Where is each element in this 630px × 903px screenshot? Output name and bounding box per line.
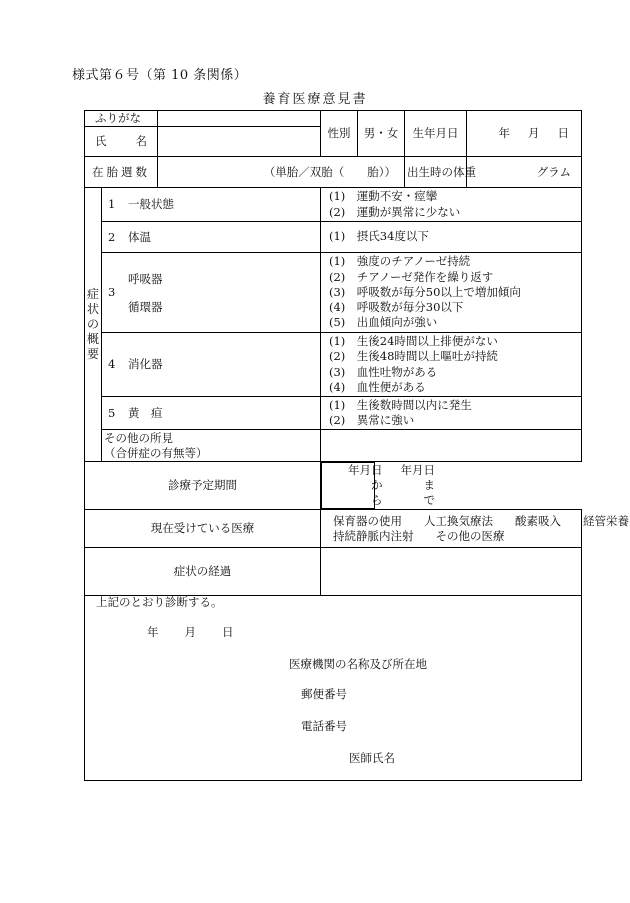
birthdate-input[interactable] bbox=[467, 111, 582, 157]
sex-label: 性別 bbox=[321, 111, 358, 157]
document-title: 養育医療意見書 bbox=[262, 92, 368, 107]
postal-code[interactable]: 郵便番号 bbox=[301, 687, 347, 701]
symptom-1-name: 1 一般状態 bbox=[102, 188, 158, 222]
birth-year-unit: 年 bbox=[498, 126, 510, 140]
symptom-3-conditions[interactable]: (1) 強度のチアノーゼ持続 (2) チアノーゼ発作を繰り返す (3) 呼吸数が毎分50以上で増加傾向 (4) 呼吸数が毎分30以下 (5) 出血傾向が強い bbox=[321, 253, 582, 333]
symptom-5-conditions[interactable]: (1) 生後数時間以内に発生 (2) 異常に強い bbox=[321, 397, 582, 430]
gestation-label: 在胎週数 bbox=[92, 164, 150, 179]
current-treatment-label: 現在受けている医療 bbox=[85, 510, 321, 548]
symptom-2-conditions[interactable]: (1) 摂氏34度以下 bbox=[321, 222, 582, 253]
option-incubator[interactable]: 保育器の使用 bbox=[333, 513, 402, 528]
symptom-2-name: 2 体温 bbox=[102, 222, 321, 253]
symptom-course-label: 症状の経過 bbox=[85, 548, 321, 596]
name-label-2: 名 bbox=[135, 134, 147, 148]
symptom-1-conditions[interactable]: (1) 運動不安・痙攣 (2) 運動が異常に少ない bbox=[321, 188, 582, 222]
institution-name-address[interactable]: 医療機関の名称及び所在地 bbox=[289, 657, 427, 671]
furigana-label-cell bbox=[85, 111, 158, 127]
diagnosis-statement: 上記のとおり診断する。 bbox=[96, 595, 223, 609]
symptom-4-name: 4 消化器 bbox=[102, 333, 321, 397]
name-input[interactable] bbox=[158, 127, 321, 157]
furigana-input[interactable] bbox=[158, 111, 321, 127]
option-ventilation[interactable]: 人工換気療法 bbox=[424, 513, 493, 528]
gestation-input[interactable]: （単胎／双胎（ 胎）） bbox=[158, 157, 405, 188]
option-iv-infusion[interactable]: 持続静脈内注射 bbox=[333, 528, 414, 543]
birthdate-label: 生年月日 bbox=[405, 111, 467, 157]
birth-day-unit: 日 bbox=[557, 126, 569, 140]
option-oxygen[interactable]: 酸素吸入 bbox=[515, 513, 561, 528]
birth-weight-input[interactable]: グラム bbox=[467, 157, 582, 188]
birth-month-unit: 月 bbox=[528, 126, 540, 140]
symptom-summary-label: 症 状 の 概 要 bbox=[85, 188, 102, 462]
other-findings-input[interactable] bbox=[321, 430, 582, 462]
phone-number[interactable]: 電話番号 bbox=[301, 719, 347, 733]
name-label-cell bbox=[85, 127, 158, 157]
opinion-form-table bbox=[84, 110, 629, 596]
option-other-treatment[interactable]: その他の医療 bbox=[435, 528, 505, 543]
symptom-3-name: 3 呼吸器 循環器 bbox=[102, 253, 321, 333]
treatment-period-label: 診療予定期間 bbox=[85, 462, 321, 510]
form-number: 様式第６号（第 10 条関係） bbox=[72, 68, 248, 83]
doctor-name[interactable]: 医師氏名 bbox=[349, 751, 395, 765]
symptom-5-name: 5 黄 疸 bbox=[102, 397, 321, 430]
option-tube-feeding[interactable]: 経管栄養 bbox=[583, 513, 629, 528]
sex-options[interactable]: 男・女 bbox=[358, 111, 405, 157]
birth-weight-label: 出生時の体重 bbox=[405, 157, 467, 188]
other-findings-label: その他の所見 （合併症の有無等） bbox=[102, 430, 321, 462]
current-treatment-options[interactable] bbox=[321, 510, 629, 548]
gestation-label-cell bbox=[85, 157, 158, 188]
diagnosis-date[interactable]: 年 月 日 bbox=[147, 625, 235, 639]
symptom-4-conditions[interactable]: (1) 生後24時間以上排便がない (2) 生後48時間以上嘔吐が持続 (3) 血性吐物がある (4) 血性便がある bbox=[321, 333, 582, 397]
furigana-label: ふりがな bbox=[95, 111, 141, 125]
treatment-period-input[interactable]: 年 月 日から 年 月 日まで bbox=[321, 462, 375, 509]
name-label-1: 氏 bbox=[95, 134, 107, 148]
diagnosis-section bbox=[84, 576, 582, 781]
